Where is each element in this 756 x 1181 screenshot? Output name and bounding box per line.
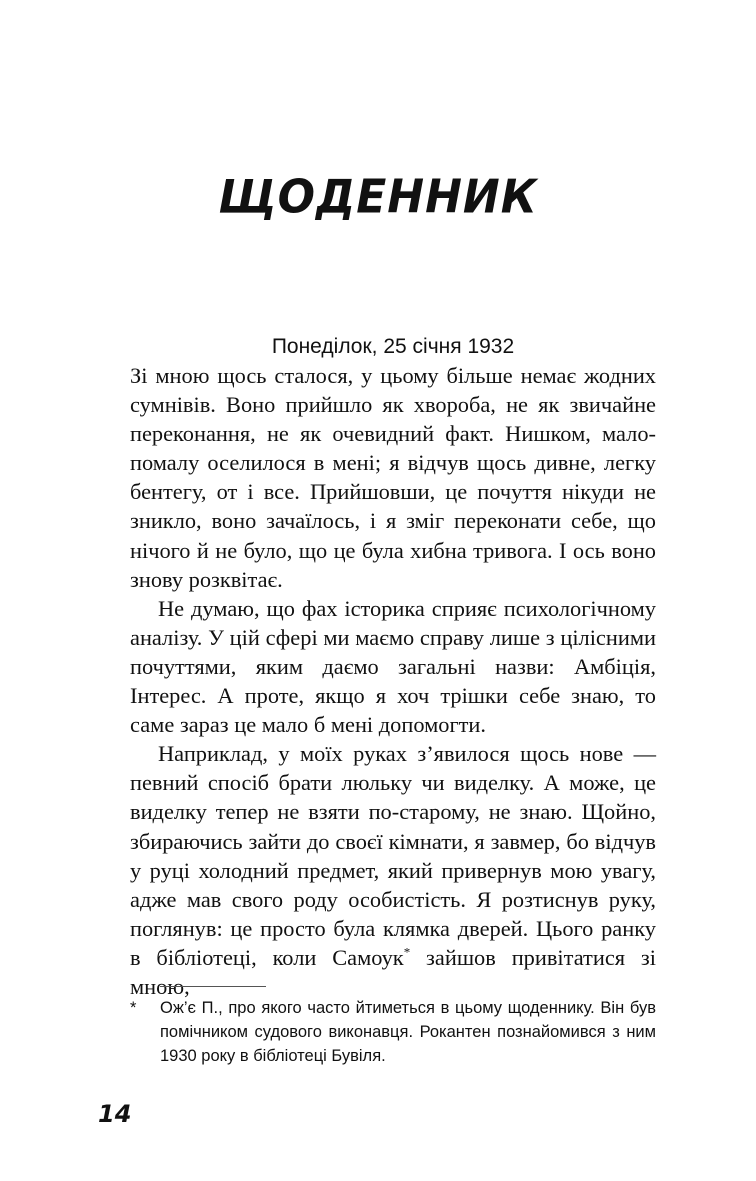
chapter-title: ЩОДЕННИК — [218, 170, 538, 225]
footnote-reference: * — [403, 944, 411, 960]
footnote-text: Ож’є П., про якого часто йтиметься в цьому щоденнику. Він був помічником судового виконавця. Рокантен познайомився з ним 1930 року в бібліотеці Бувіля. — [160, 999, 656, 1065]
paragraph-3-continuation: зайшов привітатися зі мною, — [130, 944, 656, 999]
footnote-divider — [160, 986, 266, 987]
paragraph-1: Зі мною щось сталося, у цьому більше немає жодних сумнівів. Воно прийшло як хвороба, не як звичайне переконання, не як очевидний факт. Нишком, мало-помалу оселилося в мені; я відчув щось дивне, легку бентегу, от і все. Прийшовши, це почуття нікуди не зникло, воно зачаїлось, і я зміг переконати себе, що нічого й не було, що це була хибна тривога. І ось воно знову розквітає. — [130, 363, 656, 592]
diary-entry-body — [130, 361, 656, 1001]
footnote — [130, 996, 656, 1068]
paragraph-3-text: Наприклад, у моїх руках з’явилося щось нове — певний спосіб брати люльку чи виделку. А може, це виделку тепер не взяти по-старому, не знаю. Щойно, збираючись зайти до своєї кімнати, я завмер, бо відчув у руці холодний предмет, який привернув мою увагу, адже мав свого роду особистість. Я розтиснув руку, поглянув: це просто була клямка дверей. Цього ранку в бібліотеці, коли Самоук — [130, 741, 656, 970]
paragraph-2: Не думаю, що фах історика сприяє психологічному аналізу. У цій сфері ми маємо справу лише з цілісними почуттями, яким даємо загальні назви: Амбіція, Інтерес. А проте, якщо я хоч трішки себе знаю, то саме зараз це мало б мені допомогти. — [130, 595, 656, 738]
paragraph-3 — [130, 739, 656, 1001]
footnote-mark: * — [130, 999, 137, 1017]
page-number: 14 — [98, 1100, 132, 1128]
entry-date: Понеділок, 25 січня 1932 — [271, 335, 515, 358]
